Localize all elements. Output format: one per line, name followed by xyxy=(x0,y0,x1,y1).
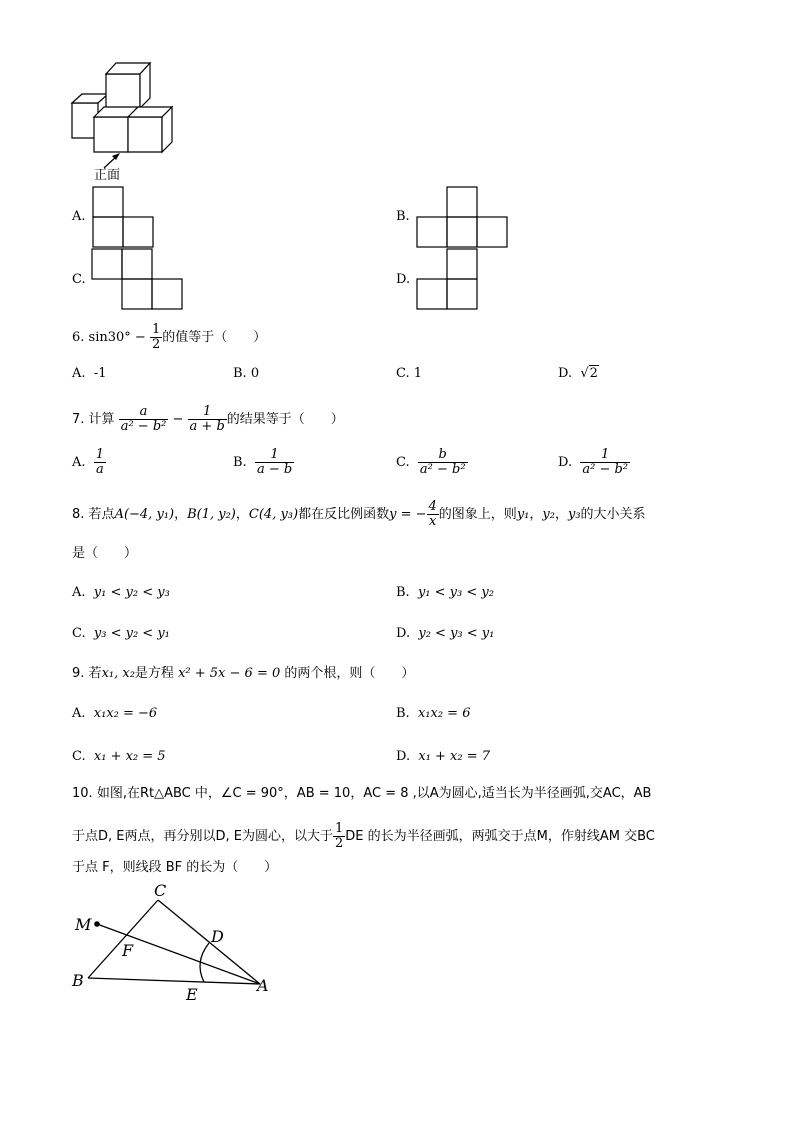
q5-option-c-view xyxy=(91,248,185,310)
q9-option-d xyxy=(396,749,490,765)
q8-option-d xyxy=(396,626,494,642)
q9-stem xyxy=(72,666,414,682)
q6-option-b xyxy=(233,366,259,382)
q7-stem xyxy=(72,405,344,434)
q9-option-a-letter: A. xyxy=(72,706,86,721)
q9-text-c: 的两个根，则（ ） xyxy=(284,666,415,681)
q5-option-d-letter: D. xyxy=(396,272,411,287)
q7-option-d-frac xyxy=(580,448,630,477)
segment-bc xyxy=(88,900,158,978)
q7-suffix: 的结果等于（ ） xyxy=(226,412,344,427)
q5-option-b-view xyxy=(416,186,510,248)
q6-fraction xyxy=(150,323,162,352)
q7-option-c-num: b xyxy=(418,448,468,463)
q7-fraction-2 xyxy=(188,405,227,434)
label-d: D xyxy=(211,927,224,946)
q6-number: 6. xyxy=(72,330,85,345)
q8-stem-line1 xyxy=(72,500,646,529)
q7-f2-den: a + b xyxy=(189,419,225,434)
q7-prefix: 计算 xyxy=(88,412,115,427)
q8-option-b-value: y₁ < y₃ < y₂ xyxy=(417,585,494,600)
q9-option-a xyxy=(72,706,157,722)
q8-stem-line2: 是（ ） xyxy=(72,546,138,561)
q8-option-a-letter: A. xyxy=(72,585,86,600)
q6-option-c-value: 1 xyxy=(413,366,423,381)
sqrt-icon: √ xyxy=(580,366,589,381)
q8-sep1: ， xyxy=(174,507,188,522)
label-e: E xyxy=(186,985,198,1004)
label-m: M xyxy=(75,915,92,934)
q9-option-c xyxy=(72,749,166,765)
q9-text-a: 若 xyxy=(88,666,102,681)
q7-option-b xyxy=(233,448,294,477)
q6-suffix: 的值等于（ ） xyxy=(162,330,267,345)
q6-stem xyxy=(72,323,266,352)
label-a: A xyxy=(257,976,269,995)
q9-roots: x₁, x₂ xyxy=(101,666,135,681)
q8-func-lhs: y = − xyxy=(389,507,427,522)
q8-text-tail: 的图象上，则 xyxy=(438,507,517,522)
q10-number: 10. xyxy=(72,786,93,801)
q10-frac-num: 1 xyxy=(334,821,344,836)
q6-frac-num: 1 xyxy=(151,322,161,337)
q8-point-c: C(4, y₃) xyxy=(248,507,299,522)
q8-func-num: 4 xyxy=(428,499,437,514)
q9-option-a-value: x₁x₂ = −6 xyxy=(93,706,158,721)
q8-text-mid: 都在反比例函数 xyxy=(298,507,390,522)
q7-fraction-1 xyxy=(119,405,169,434)
q9-option-b-value: x₁x₂ = 6 xyxy=(417,706,471,721)
q10-triangle-figure xyxy=(70,882,290,1012)
q8-option-b-letter: B. xyxy=(396,585,410,600)
q7-option-a xyxy=(72,448,106,477)
q6-frac-den: 2 xyxy=(151,337,161,352)
front-label: 正面 xyxy=(94,168,121,183)
point-m-dot xyxy=(94,921,100,927)
q7-option-a-num: 1 xyxy=(95,447,105,462)
q8-text-a: 若点 xyxy=(88,507,115,522)
q7-number: 7. xyxy=(72,412,85,427)
q5-option-a-letter: A. xyxy=(72,209,86,224)
q7-option-d-letter: D. xyxy=(558,455,573,470)
segment-ba xyxy=(88,978,260,984)
q6-option-d-letter: D. xyxy=(558,366,573,381)
q8-comma-1: ， xyxy=(529,507,543,522)
q8-point-b: B(1, y₂) xyxy=(187,507,236,522)
q6-expr: sin30° − xyxy=(88,330,146,345)
q7-minus: − xyxy=(172,412,184,427)
q6-option-a-letter: A. xyxy=(72,366,86,381)
q8-y2: y₂ xyxy=(542,507,555,522)
q8-comma-2: ， xyxy=(554,507,568,522)
q7-option-c-frac xyxy=(418,448,468,477)
q7-option-a-den: a xyxy=(96,462,104,477)
q7-option-b-den: a − b xyxy=(256,462,293,477)
q8-option-c-letter: C. xyxy=(72,626,86,641)
q8-y3: y₃ xyxy=(567,507,581,522)
q7-f2-num: 1 xyxy=(188,405,227,420)
q7-f1-den: a² − b² xyxy=(120,419,167,434)
q7-option-b-letter: B. xyxy=(233,455,247,470)
q6-option-a-value: -1 xyxy=(93,366,107,381)
q10-frac-den: 2 xyxy=(334,836,344,851)
q7-option-c-letter: C. xyxy=(396,455,410,470)
q8-y1: y₁ xyxy=(516,507,530,522)
q8-option-c-value: y₃ < y₂ < y₁ xyxy=(93,626,170,641)
q6-option-d xyxy=(558,366,599,382)
q8-option-d-value: y₂ < y₃ < y₁ xyxy=(418,626,495,641)
q10-stem-line2 xyxy=(72,822,655,851)
q9-option-d-letter: D. xyxy=(396,749,411,764)
q6-option-b-value: 0 xyxy=(250,366,260,381)
q8-func-frac xyxy=(427,500,439,529)
q5-option-a-view xyxy=(92,186,156,248)
q8-func-den: x xyxy=(428,514,437,529)
q6-option-d-value: 2 xyxy=(589,366,598,381)
q7-f1-num: a xyxy=(119,405,169,420)
q8-point-a: A(−4, y₁) xyxy=(114,507,175,522)
q7-option-d xyxy=(558,448,630,477)
q5-option-c-letter: C. xyxy=(72,272,86,287)
q7-option-d-num: 1 xyxy=(580,448,630,463)
q7-option-d-den: a² − b² xyxy=(582,462,629,477)
q5-option-d-view xyxy=(416,248,480,310)
q7-option-a-letter: A. xyxy=(72,455,86,470)
q6-option-c-letter: C. xyxy=(396,366,410,381)
q9-number: 9. xyxy=(72,666,85,681)
q9-option-d-value: x₁ + x₂ = 7 xyxy=(418,749,491,764)
q10-fraction xyxy=(333,822,345,851)
q8-option-a-value: y₁ < y₂ < y₃ xyxy=(93,585,170,600)
q10-stem-line3: 于点 F，则线段 BF 的长为（ ） xyxy=(72,860,278,875)
label-c: C xyxy=(154,881,167,900)
q9-option-c-value: x₁ + x₂ = 5 xyxy=(93,749,166,764)
q7-option-b-frac xyxy=(255,448,294,477)
q8-sep2: ， xyxy=(235,507,249,522)
q8-option-a xyxy=(72,585,170,601)
q8-option-c xyxy=(72,626,170,642)
q9-option-b xyxy=(396,706,470,722)
q6-option-c xyxy=(396,366,422,382)
q7-option-a-frac xyxy=(94,448,106,477)
q10-line2-a: 于点D, E两点，再分别以D, E为圆心，以大于 xyxy=(72,829,333,844)
q8-option-b xyxy=(396,585,494,601)
q6-option-a xyxy=(72,366,106,382)
q9-option-c-letter: C. xyxy=(72,749,86,764)
label-b: B xyxy=(72,971,84,990)
q10-line1: 如图,在Rt△ABC 中，∠C = 90°，AB = 10，AC = 8 ,以A为圆心,适当长为半径画弧,交AC，AB xyxy=(96,786,652,801)
label-f: F xyxy=(122,941,134,960)
q5-option-b-letter: B. xyxy=(396,209,410,224)
q7-option-b-num: 1 xyxy=(255,448,294,463)
q9-equation: x² + 5x − 6 = 0 xyxy=(178,666,281,681)
q8-text-end: 的大小关系 xyxy=(580,507,646,522)
q10-line2-b: DE 的长为半径画弧，两弧交于点M，作射线AM 交BC xyxy=(345,829,655,844)
q6-option-b-letter: B. xyxy=(233,366,247,381)
q9-option-b-letter: B. xyxy=(396,706,410,721)
q10-stem-line1 xyxy=(72,786,651,802)
segment-ca xyxy=(158,900,260,984)
q9-text-b: 是方程 xyxy=(134,666,174,681)
q8-option-d-letter: D. xyxy=(396,626,411,641)
q8-number: 8. xyxy=(72,507,85,522)
q7-option-c-den: a² − b² xyxy=(419,462,466,477)
q7-option-c xyxy=(396,448,468,477)
cube-solid-figure xyxy=(68,58,198,178)
